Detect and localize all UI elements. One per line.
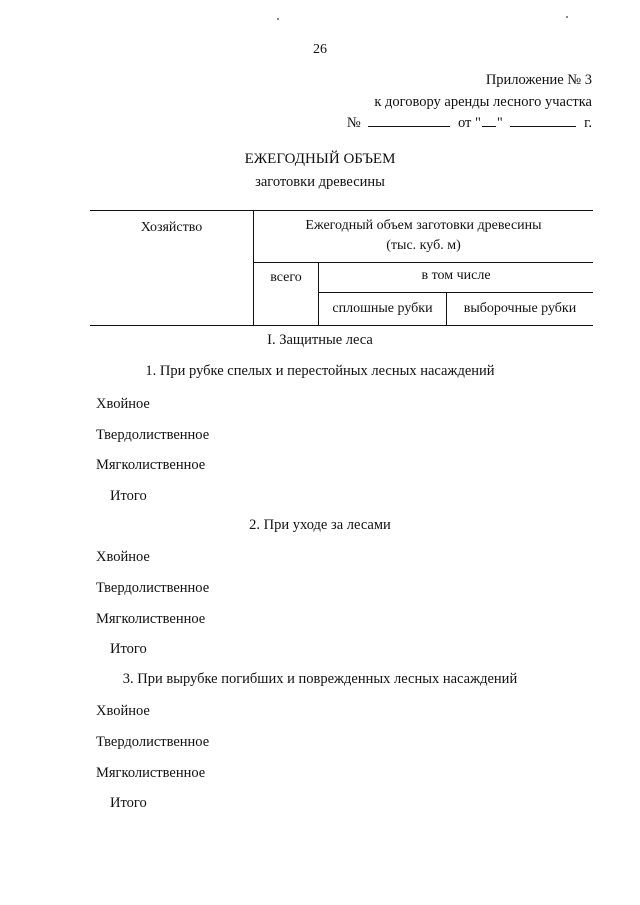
day-blank <box>482 115 496 127</box>
list-item: Твердолиственное <box>96 734 210 750</box>
list-item: Мягколиственное <box>96 457 206 473</box>
header-including-label: в том числе <box>421 268 491 283</box>
list-item: Хвойное <box>96 549 150 565</box>
appendix-title: Приложение № 3 <box>485 72 592 88</box>
list-item: Мягколиственное <box>96 765 206 781</box>
total-row: Итого <box>110 795 147 811</box>
scan-speck <box>566 16 568 18</box>
header-cell-total <box>254 263 319 326</box>
appendix-number-line <box>347 115 592 132</box>
page-number: 26 <box>313 42 327 57</box>
total-row: Итого <box>110 641 147 657</box>
volume-table-header <box>90 210 593 326</box>
subsection-heading: 2. При уходе за лесами <box>249 517 391 533</box>
header-cell-clear-cut <box>319 293 447 326</box>
date-from-label: от " <box>457 115 481 131</box>
header-cell-volume <box>254 211 594 263</box>
header-cell-selective-cut <box>447 293 594 326</box>
total-row: Итого <box>110 488 147 504</box>
section-heading: I. Защитные леса <box>267 332 373 348</box>
document-subtitle: заготовки древесины <box>255 174 385 190</box>
header-volume-label: Ежегодный объем заготовки древесины <box>305 218 542 233</box>
list-item: Хвойное <box>96 396 150 412</box>
number-label: № <box>346 115 361 131</box>
date-quote: " <box>496 115 503 131</box>
list-item: Хвойное <box>96 703 150 719</box>
header-total-label: всего <box>270 270 302 285</box>
month-year-blank <box>510 115 576 127</box>
header-volume-unit: (тыс. куб. м) <box>386 238 461 253</box>
header-cell-household <box>90 211 254 326</box>
header-selective-cut-label: выборочные рубки <box>463 301 577 316</box>
appendix-subtitle: к договору аренды лесного участка <box>374 94 592 110</box>
header-cell-including <box>319 263 594 293</box>
number-blank <box>368 115 450 127</box>
scan-speck <box>277 18 279 20</box>
list-item: Твердолиственное <box>96 580 210 596</box>
year-suffix: г. <box>584 115 592 131</box>
subsection-heading: 1. При рубке спелых и перестойных лесных насаждений <box>145 363 495 379</box>
list-item: Твердолиственное <box>96 427 210 443</box>
document-title: ЕЖЕГОДНЫЙ ОБЪЕМ <box>244 151 396 167</box>
subsection-heading: 3. При вырубке погибших и поврежденных лесных насаждений <box>122 671 518 687</box>
list-item: Мягколиственное <box>96 611 206 627</box>
header-clear-cut-label: сплошные рубки <box>332 301 433 316</box>
header-household-label: Хозяйство <box>140 220 203 235</box>
